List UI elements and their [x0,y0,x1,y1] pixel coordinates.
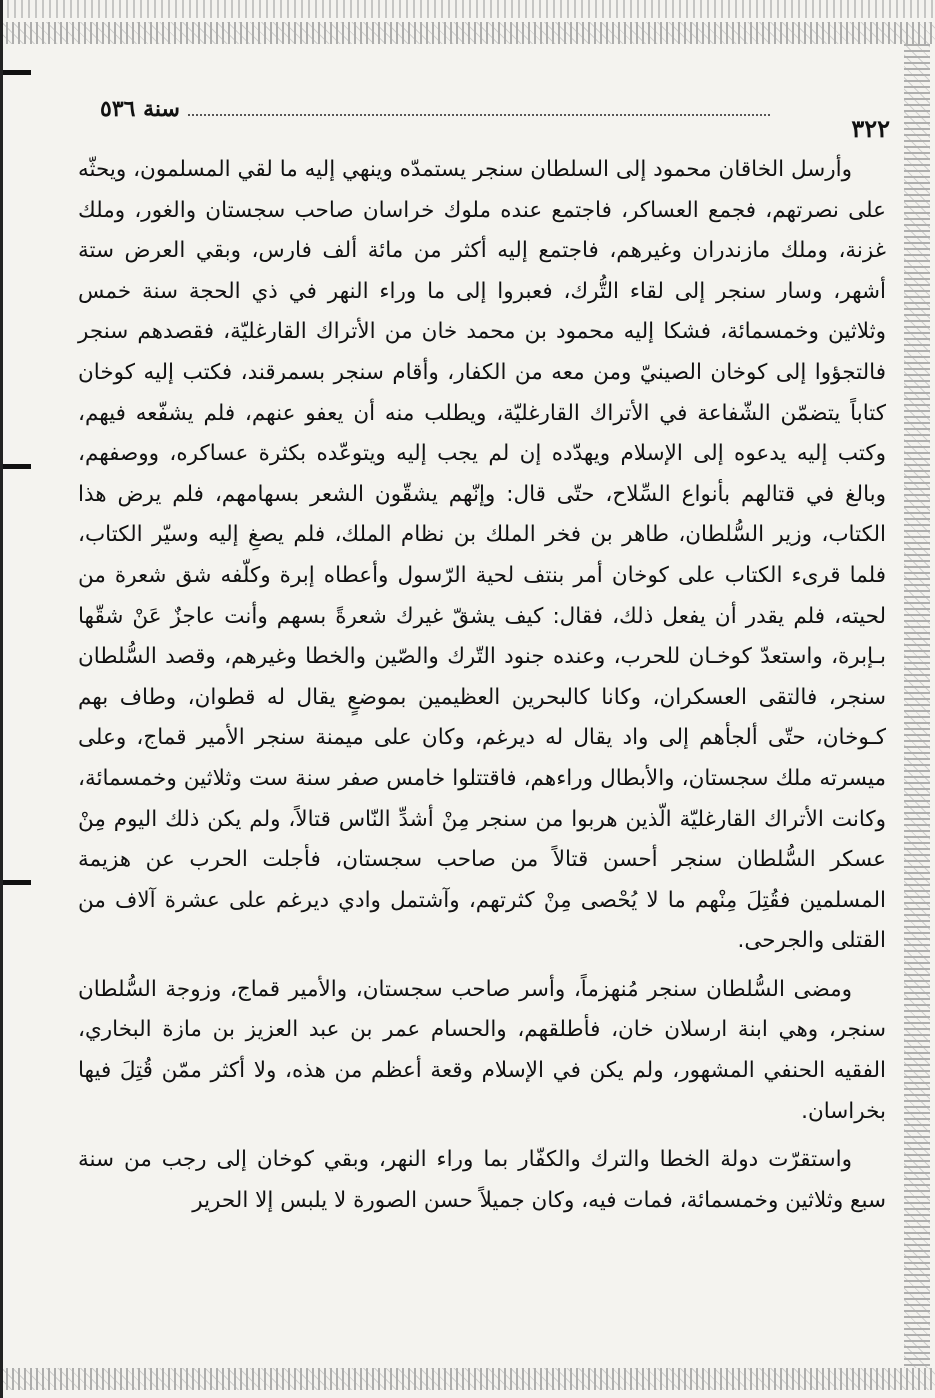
page-number: ٣٢٢ [851,114,890,143]
paragraph: ومضى السُّلطان سنجر مُنهزماً، وأسر صاحب سجستان، والأمير قماج، وزوجة السُّلطان سنجر، وهي ابنة ارسلان خان، فأطلقهم، والحسام عمر بن عبد العزيز بن مازة البخاري، الفقيه الحنفي المشهور، ولم يكن في الإسلام وقعة أعظم من هذه، ولا أكثر ممّن قُتِلَ فيها بخراسان. [78,976,886,1124]
margin-mark [3,70,31,75]
paragraph: واستقرّت دولة الخطا والترك والكفّار بما وراء النهر، وبقي كوخان إلى رجب من سنة سبع وثلاثين وخمسمائة، فمات فيه، وكان جميلاً حسن الصورة لا يلبس إلا الحرير [78,1147,886,1213]
right-ornamental-border [904,44,930,1368]
bottom-ornamental-border [0,1368,935,1390]
running-title: سنة ٥٣٦ [100,96,180,122]
margin-mark [3,464,31,469]
top-ornamental-border [0,22,935,44]
page-header [100,96,890,143]
paragraph: وأرسل الخاقان محمود إلى السلطان سنجر يستمدّه وينهي إليه ما لقي المسلمون، ويحثّه على نصرتهم، فجمع العساكر، فاجتمع عنده ملوك خراسان صاحب سجستان والغور، وملك غزنة، وملك مازندران وغيرهم، فاجتمع إليه أكثر من مائة ألف فارس، وبقي العرض ستة أشهر، وسار سنجر إلى لقاء التُّرك، فعبروا إلى ما وراء النهر في ذي الحجة سنة خمس وثلاثين وخمسمائة، فشكا إليه محمود بن محمد خان من الأتراك القارغليّة، فقصدهم سنجر فالتجؤوا إلى كوخان الصينيّ ومن معه من الكفار، وأقام سنجر بسمرقند، فكتب إليه كوخان كتاباً يتضمّن الشّفاعة في الأتراك القارغليّة، ويطلب منه أن يعفو عنهم، فلم يشفّعه فيهم، وكتب إليه يدعوه إلى الإسلام ويهدّده إن لم يجب إليه ويتوعّده بكثرة عساكره، ووصفهم، وبالغ في قتالهم بأنواع السِّلاح، حتّى قال: وإنّهم يشقّون الشعر بسهامهم، فلم يرض هذا الكتاب، وزير السُّلطان، طاهر بن فخر الملك بن نظام الملك، فلم يصغِ إليه وسيّر الكتاب، فلما قرىء الكتاب على كوخان أمر بنتف لحية الرّسول وأعطاه إبرة وكلّفه شق شعرة من لحيته، فلم يقدر أن يفعل ذلك، فقال: كيف يشقّ غيرك شعرةً بسهم وأنت عاجزٌ عَنْ شقّها بـإبرة، واستعدّ كوخـان للحرب، وعنده جنود التّرك والصّين والخطا وغيرهم، وقصد السُّلطان سنجر، فالتقى العسكران، وكانا كالبحرين العظيمين بموضعٍ يقال له قطوان، وطاف بهم كـوخان، حتّى ألجأهم إلى واد يقال له ديرغم، وكان على ميمنة سنجر الأمير قماج، وعلى ميسرته ملك سجستان، والأبطال وراءهم، فاقتتلوا خامس صفر سنة ست وثلاثين وخمسمائة، وكانت الأتراك القارغليّة الّذين هربوا من سنجر مِنْ أشدِّ النّاس قتالاً، ولم يكن ذلك اليوم مِنْ عسكر السُّلطان سنجر أحسن قتالاً من صاحب سجستان، فأجلت الحرب عن هزيمة المسلمين فقُتِلَ مِنْهم ما لا يُحْصى مِنْ كثرتهم، وآشتمل وادي ديرغم على عشرة آلاف من القتلى والجرحى. [78,157,886,954]
header-dotted-rule [188,114,770,116]
left-scan-edge [0,0,3,1398]
main-text [78,150,886,1225]
margin-mark [3,880,31,885]
top-edge-ornament [0,0,935,18]
